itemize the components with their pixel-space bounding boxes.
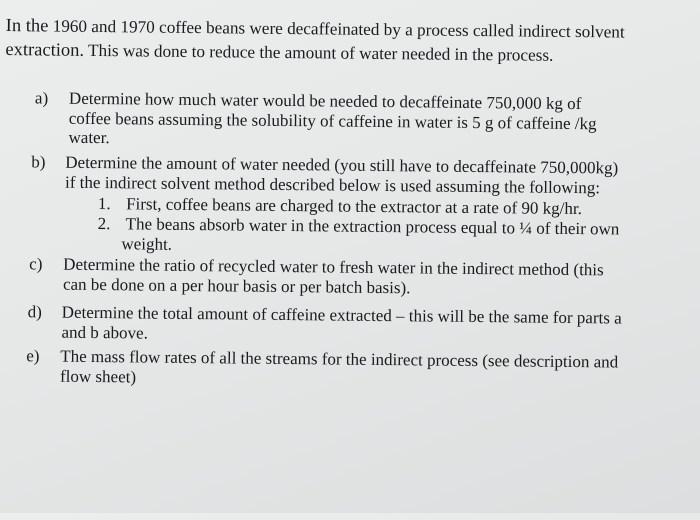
intro-paragraph — [5, 14, 695, 69]
question-a — [34, 88, 675, 155]
question-text — [63, 255, 604, 300]
question-text — [68, 89, 596, 153]
subitem-text: The beans absorb water in the extraction process equal to ¼ of their own — [125, 214, 620, 239]
question-line: flow sheet) — [59, 366, 137, 386]
subitem-text: First, coffee beans are charged to the extractor at a rate of 90 kg/hr. — [126, 194, 583, 219]
question-label: b) — [31, 152, 46, 172]
subitem-2 — [98, 214, 620, 239]
question-d — [27, 302, 667, 351]
question-line: Determine the ratio of recycled water to fresh water in the indirect method (this — [63, 254, 604, 280]
question-label: d) — [27, 302, 43, 322]
question-label: a) — [34, 88, 49, 108]
question-text — [60, 347, 618, 392]
question-line: The mass flow rates of all the streams for the indirect process (see description and — [60, 346, 619, 372]
question-line: coffee beans assuming the solubility of caffeine in water is 5 g of caffeine /kg — [68, 108, 597, 133]
subitem-2-cont — [121, 234, 172, 254]
intro-line-2-lead: extraction. — [5, 40, 85, 61]
question-line: and b above. — [61, 322, 149, 343]
subitem-number: 1. — [97, 194, 111, 214]
intro-line-2-rest: This was done to reduce the amount of water needed in the process. — [83, 40, 554, 65]
question-label: e) — [26, 346, 40, 366]
intro-line-1-rest: 1960 and 1970 coffee beans were decaffeinated by a process called indirect solvent — [48, 16, 625, 42]
question-line: Determine how much water would be needed to decaffeinate 750,000 kg of — [68, 88, 582, 114]
question-line: Determine the amount of water needed (you still have to decaffeinate 750,000kg) — [65, 152, 619, 178]
question-line: water. — [68, 127, 110, 148]
subitem-number: 2. — [97, 214, 111, 234]
question-line: if the indirect solvent method described below is used assuming the following: — [65, 172, 601, 197]
question-line: can be done on a per hour basis or per batch basis). — [62, 274, 411, 297]
question-line: Determine the total amount of caffeine extracted – this will be the same for parts a — [61, 302, 622, 328]
intro-line-1-lead: In the — [5, 16, 49, 37]
question-c — [29, 254, 669, 303]
question-text — [65, 153, 618, 198]
question-text — [61, 303, 621, 348]
question-label: c) — [29, 254, 43, 274]
subitem-text: weight. — [121, 234, 173, 254]
question-e — [26, 346, 666, 395]
